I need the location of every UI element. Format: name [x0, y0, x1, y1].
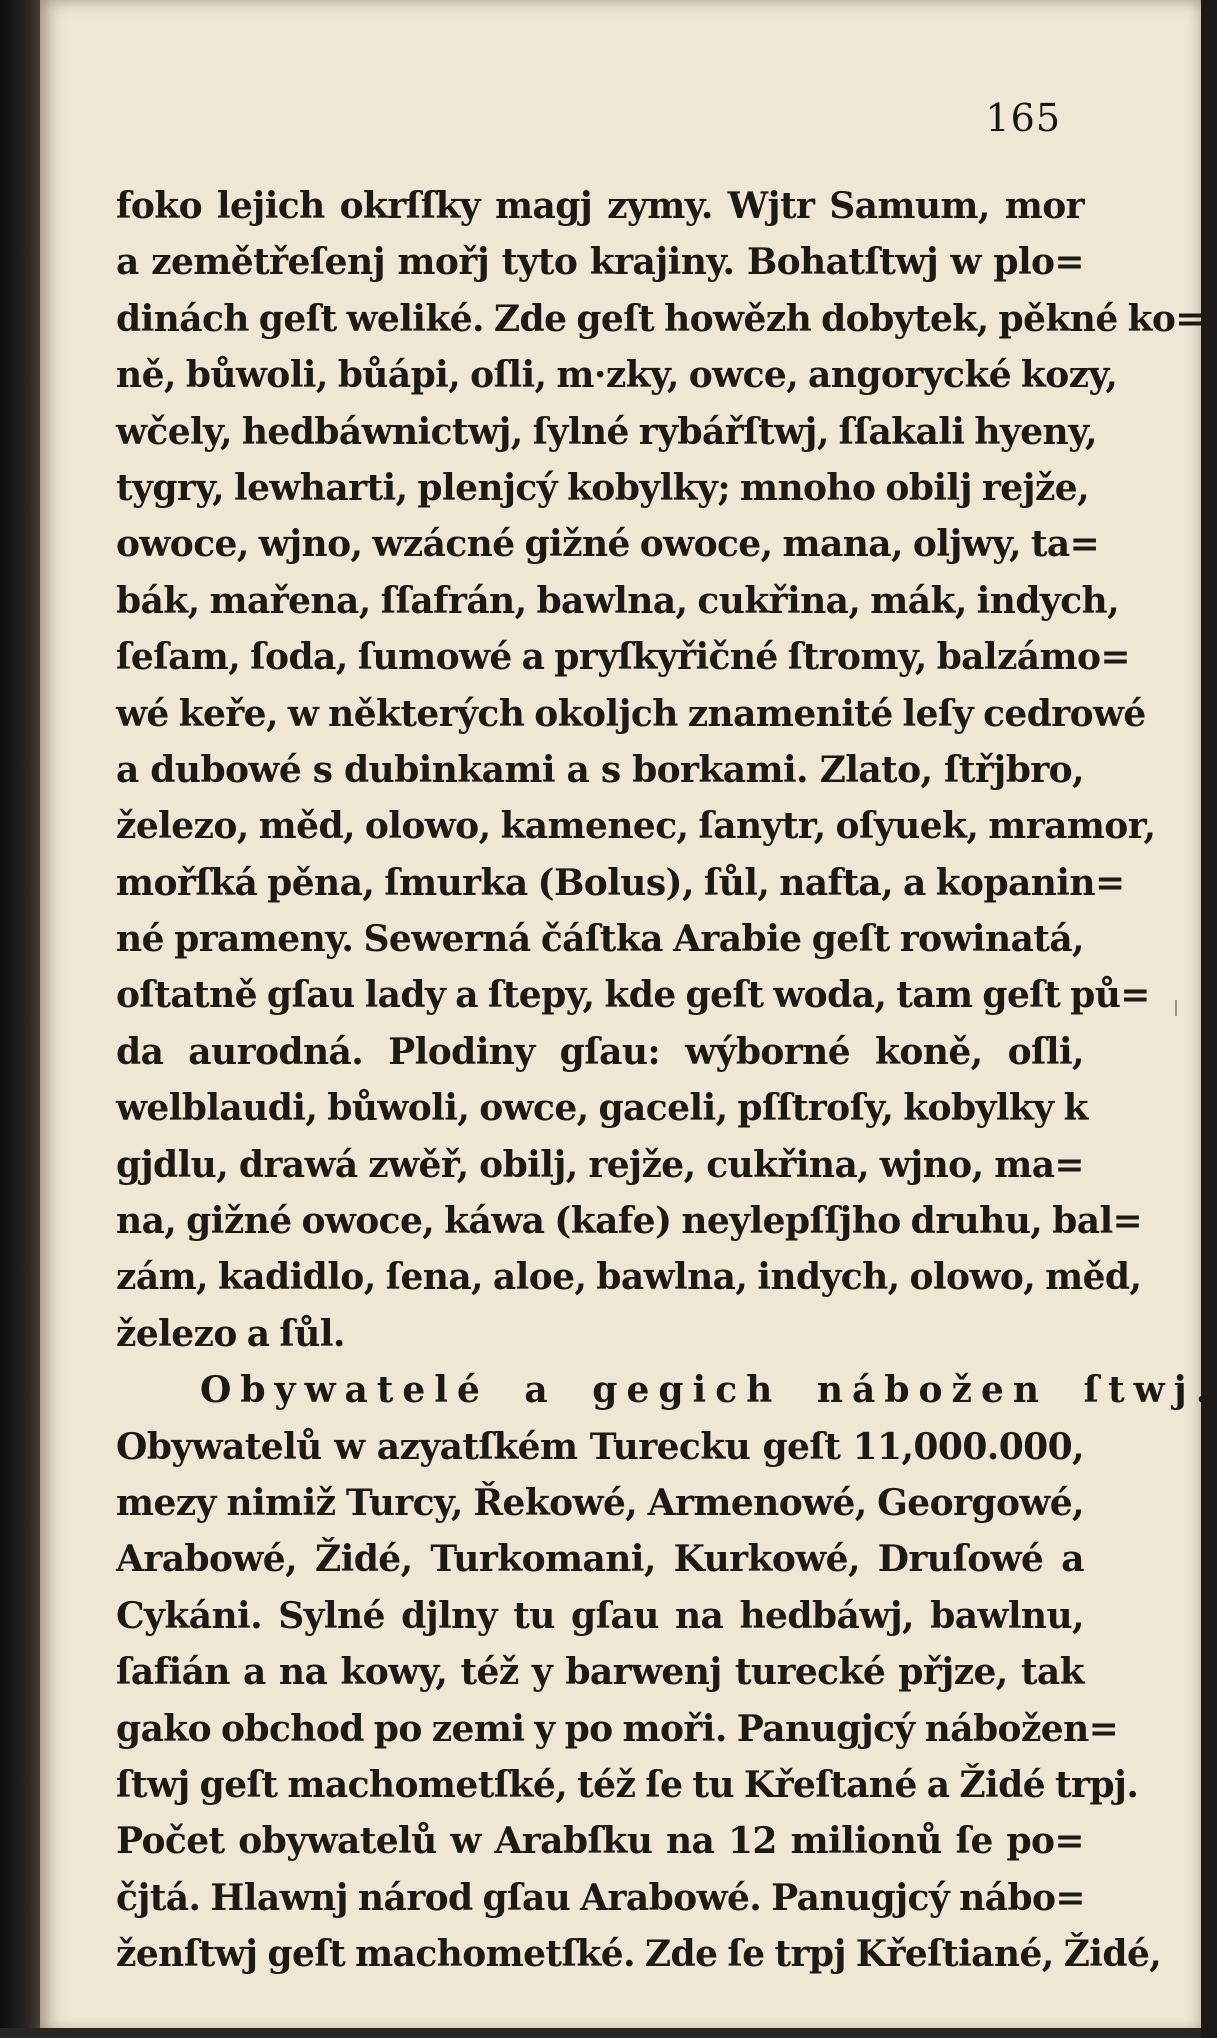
text-line: ženſtwj geſt machometſké. Zde ſe trpj Křeſtiané, Židé,: [116, 1933, 1162, 1976]
page-bottom-edge: [0, 2028, 1201, 2038]
text-line: gjdlu, drawá zwěř, obilj, rejže, cukřina, wjno, ma=: [116, 1143, 1084, 1186]
text-line: mezy nimiž Turcy, Řekowé, Armenowé, Georgowé,: [116, 1481, 1084, 1524]
text-line: oſtatně gſau lady a ſtepy, kde geſt woda, tam geſt pů=: [116, 974, 1150, 1017]
text-line: a zemětřeſenj mořj tyto krajiny. Bohatſtwj w plo=: [116, 241, 1084, 284]
text-line: ſeſam, ſoda, ſumowé a pryſkyřičné ſtromy, balzámo=: [116, 636, 1130, 679]
text-line: bák, mařena, ſſafrán, bawlna, cukřina, mák, indych,: [116, 579, 1120, 622]
text-line: owoce, wjno, wzácné gižné owoce, mana, oljwy, ta=: [116, 523, 1100, 566]
text-line: tygry, lewharti, plenjcý kobylky; mnoho obilj rejže,: [116, 466, 1090, 509]
body-text: [116, 178, 1217, 1983]
text-line: foko lejich okrſſky magj zymy. Wjtr Samum, mor: [116, 185, 1084, 227]
text-line: da aurodná. Plodiny gſau: wýborné koně, oſli,: [116, 1030, 1084, 1073]
text-line: na, gižné owoce, káwa (kafe) neylepſſjho druhu, bal=: [116, 1200, 1143, 1243]
text-line: ſafián a na kowy, též y barwenj turecké přjze, tak: [116, 1651, 1084, 1694]
text-line: Počet obywatelů w Arabſku na 12 milionů ſe po=: [116, 1820, 1084, 1863]
text-line: ně, bůwoli, bůápi, oſli, m·zky, owce, angorycké kozy,: [116, 354, 1118, 397]
text-line: gako obchod po zemi y po moři. Panugjcý nábožen=: [116, 1707, 1119, 1750]
text-line: Arabowé, Židé, Turkomani, Kurkowé, Druſowé a: [116, 1538, 1084, 1581]
text-line: ſtwj geſt machometſké, též ſe tu Křeſtané a Židé trpj.: [116, 1763, 1139, 1806]
text-line: mořſká pěna, ſmurka (Bolus), ſůl, nafta, a kopanin=: [116, 861, 1125, 904]
book-page: [40, 0, 1217, 2038]
text-line: čjtá. Hlawnj národ gſau Arabowé. Panugjcý nábo=: [116, 1876, 1085, 1919]
text-line: Cykáni. Sylné djlny tu gſau na hedbáwj, bawlnu,: [116, 1594, 1084, 1637]
book-gutter: [0, 0, 40, 2038]
paper-mark: [1175, 1000, 1177, 1016]
text-line: welblaudi, bůwoli, owce, gaceli, pſſtroſy, kobylky k: [116, 1087, 1088, 1130]
section-heading: Obywatelé a gegich nábožen ſtwj.: [200, 1369, 1217, 1412]
text-line: wčely, hedbáwnictwj, ſylné rybářſtwj, ſſakali hyeny,: [116, 410, 1097, 453]
text-line: a dubowé s dubinkami a s borkami. Zlato, ſtřjbro,: [116, 748, 1084, 791]
text-line: zám, kadidlo, ſena, aloe, bawlna, indych, olowo, měd,: [116, 1256, 1142, 1299]
text-line: wé keře, w některých okoljch znamenité leſy cedrowé: [116, 692, 1146, 735]
text-line: né prameny. Sewerná čáſtka Arabie geſt rowinatá,: [116, 918, 1084, 961]
page-number: 165: [985, 96, 1061, 140]
text-line: Obywatelů w azyatſkém Turecku geſt 11,000.000,: [116, 1425, 1084, 1468]
text-line: železo, měd, olowo, kamenec, ſanytr, oſyuek, mramor,: [116, 805, 1156, 848]
text-line: dinách geſt weliké. Zde geſt howězh dobytek, pěkné ko=: [116, 297, 1205, 340]
text-line: železo a ſůl.: [116, 1312, 345, 1355]
